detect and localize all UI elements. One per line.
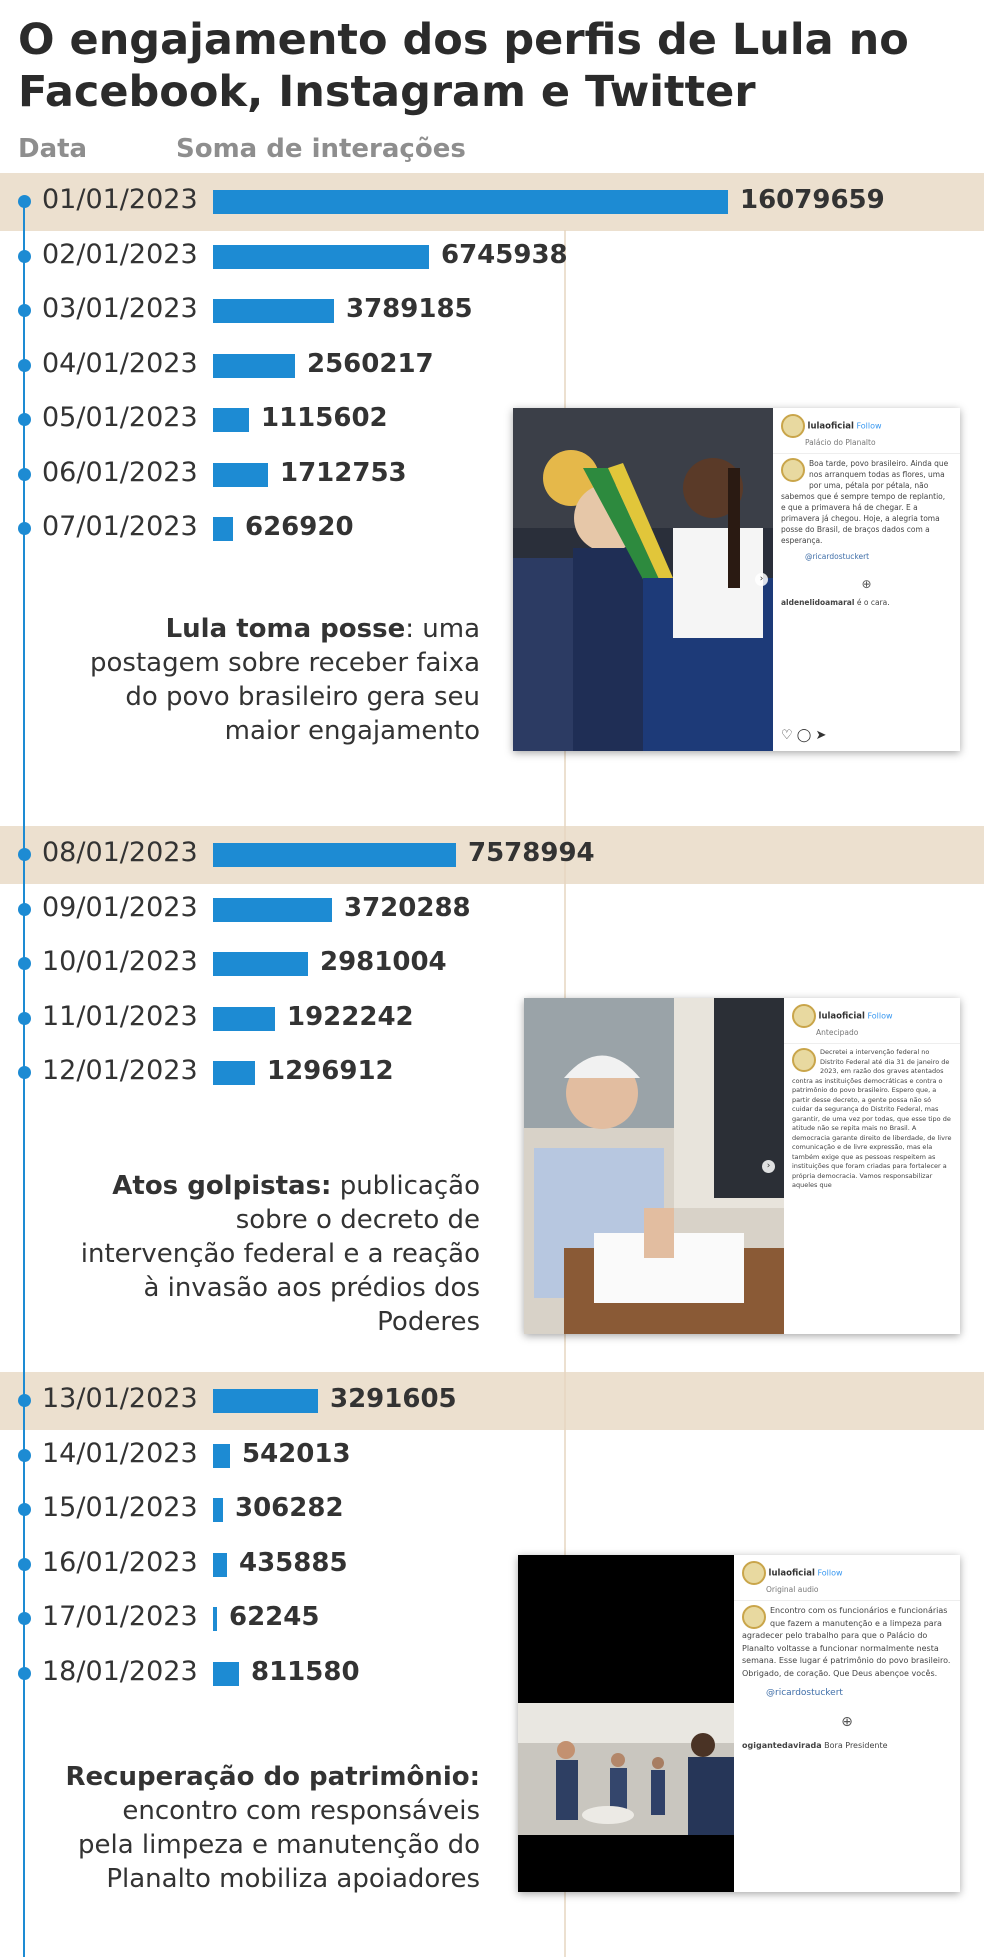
next-image-icon[interactable]: › bbox=[755, 573, 768, 586]
instagram-post-card[interactable] bbox=[513, 408, 960, 751]
follow-button[interactable]: Follow bbox=[856, 421, 882, 431]
timeline-dot bbox=[18, 1012, 31, 1025]
date-label: 16/01/2023 bbox=[42, 1546, 198, 1578]
share-icon[interactable]: ➤ bbox=[815, 728, 827, 743]
timeline-dot bbox=[18, 1503, 31, 1516]
post-caption: Boa tarde, povo brasileiro. Ainda que nos arranquem todas as flores, uma por uma, pétala por pétala, não sabemos que é sempre tempo de replantio, e que a primavera há de chegar. E a primavera já chegou. Hoje, a alegria toma posse do Brasil, de braços dados com a esperança. bbox=[781, 459, 949, 545]
bar bbox=[213, 190, 728, 214]
timeline-dot bbox=[18, 1066, 31, 1079]
instagram-post-card[interactable] bbox=[518, 1555, 960, 1892]
annotation-heritage-recovery bbox=[60, 1760, 480, 1896]
value-label: 3789185 bbox=[346, 294, 473, 324]
avatar bbox=[792, 1048, 816, 1072]
post-panel bbox=[773, 408, 960, 751]
like-icon[interactable]: ♡ bbox=[781, 728, 793, 743]
annotation-text: publicação sobre o decreto de intervenção federal e a reação à invasão aos prédios dos Poderes bbox=[80, 1171, 480, 1337]
commenter-name: aldenelidoamaral bbox=[781, 598, 855, 607]
date-label: 13/01/2023 bbox=[42, 1383, 198, 1414]
timeline-dot bbox=[18, 1449, 31, 1462]
value-label: 811580 bbox=[251, 1656, 360, 1687]
post-username[interactable]: lulaoficial bbox=[768, 1568, 815, 1579]
annotation-bold: Atos golpistas: bbox=[112, 1171, 332, 1201]
value-label: 62245 bbox=[229, 1602, 320, 1632]
date-label: 09/01/2023 bbox=[42, 891, 198, 923]
value-label: 3291605 bbox=[330, 1384, 457, 1414]
date-label: 18/01/2023 bbox=[42, 1655, 198, 1687]
bar bbox=[213, 1553, 227, 1577]
bar bbox=[213, 1607, 217, 1631]
post-location: Antecipado bbox=[816, 1028, 859, 1037]
value-label: 626920 bbox=[245, 512, 354, 542]
post-video bbox=[518, 1555, 734, 1892]
value-label: 16079659 bbox=[740, 185, 885, 215]
annotation-bold: Recuperação do patrimônio: bbox=[65, 1762, 480, 1792]
bar bbox=[213, 1061, 255, 1085]
post-panel bbox=[784, 998, 960, 1334]
post-location: Palácio do Planalto bbox=[805, 438, 876, 447]
value-label: 7578994 bbox=[468, 838, 595, 868]
comment-icon[interactable]: ◯ bbox=[796, 728, 812, 743]
avatar bbox=[781, 458, 805, 482]
bar bbox=[213, 898, 332, 922]
annotation-text: encontro com responsáveis pela limpeza e manutenção do Planalto mobiliza apoiadores bbox=[78, 1796, 480, 1894]
bar bbox=[213, 1498, 223, 1522]
bar-row bbox=[0, 180, 984, 224]
value-label: 435885 bbox=[239, 1547, 348, 1578]
avatar[interactable] bbox=[792, 1004, 816, 1028]
avatar bbox=[742, 1605, 766, 1629]
annotation-text: : uma postagem sobre receber faixa do povo brasileiro gera seu maior engajamento bbox=[90, 614, 480, 746]
value-label: 542013 bbox=[242, 1438, 351, 1469]
date-label: 02/01/2023 bbox=[42, 238, 198, 270]
value-column-header: Soma de interações bbox=[176, 134, 466, 164]
annotation-coup-attempt bbox=[80, 1169, 480, 1339]
date-label: 17/01/2023 bbox=[42, 1601, 198, 1632]
bar bbox=[213, 1662, 239, 1686]
post-username[interactable]: lulaoficial bbox=[818, 1011, 865, 1022]
date-label: 03/01/2023 bbox=[42, 293, 198, 324]
bar bbox=[213, 1007, 275, 1031]
timeline-dot bbox=[18, 1394, 31, 1407]
value-label: 1712753 bbox=[280, 457, 407, 488]
add-icon[interactable]: ⊕ bbox=[841, 1714, 853, 1730]
date-label: 08/01/2023 bbox=[42, 837, 198, 868]
value-label: 1922242 bbox=[287, 1001, 414, 1032]
bar-row bbox=[0, 888, 984, 932]
post-tag[interactable]: @ricardostuckert bbox=[805, 552, 870, 561]
bar-row bbox=[0, 833, 984, 877]
date-label: 06/01/2023 bbox=[42, 456, 198, 488]
bar bbox=[213, 843, 456, 867]
value-label: 1296912 bbox=[267, 1056, 394, 1086]
bar-row bbox=[0, 1379, 984, 1423]
value-label: 306282 bbox=[235, 1493, 344, 1523]
bar bbox=[213, 463, 268, 487]
follow-button[interactable]: Follow bbox=[817, 1568, 843, 1578]
post-caption: Encontro com os funcionários e funcionárias que fazem a manutenção e a limpeza para agradecer pelo trabalho para que o Palácio do Planalto voltasse a funcionar normalmente nesta semana. Esse lugar é patrimônio do povo brasileiro. Obrigado, de coração. Que Deus abençoe vocês. bbox=[742, 1606, 951, 1678]
bar-row bbox=[0, 235, 984, 279]
timeline-dot bbox=[18, 468, 31, 481]
comment-text: Bora Presidente bbox=[824, 1741, 888, 1750]
comment-text: é o cara. bbox=[856, 598, 890, 607]
date-label: 04/01/2023 bbox=[42, 347, 198, 379]
timeline-dot bbox=[18, 957, 31, 970]
bar-row bbox=[0, 344, 984, 388]
value-label: 1115602 bbox=[261, 403, 388, 433]
post-username[interactable]: lulaoficial bbox=[807, 421, 854, 432]
timeline-dot bbox=[18, 195, 31, 208]
timeline-dot bbox=[18, 1558, 31, 1571]
instagram-post-card[interactable] bbox=[524, 998, 960, 1334]
bar bbox=[213, 517, 233, 541]
date-label: 10/01/2023 bbox=[42, 946, 198, 977]
commenter-name: ogigantedavirada bbox=[742, 1741, 822, 1750]
bar-row bbox=[0, 1434, 984, 1478]
date-column-header: Data bbox=[18, 134, 88, 164]
date-label: 15/01/2023 bbox=[42, 1492, 198, 1523]
bar bbox=[213, 952, 308, 976]
next-image-icon[interactable]: › bbox=[762, 1160, 775, 1173]
bar-row bbox=[0, 942, 984, 986]
timeline-dot bbox=[18, 250, 31, 263]
comment bbox=[781, 597, 952, 608]
bar-row bbox=[0, 289, 984, 333]
timeline-dot bbox=[18, 1667, 31, 1680]
bar-row bbox=[0, 1488, 984, 1532]
date-label: 07/01/2023 bbox=[42, 511, 198, 542]
timeline-dot bbox=[18, 1612, 31, 1625]
add-icon[interactable]: ⊕ bbox=[861, 577, 872, 591]
bar bbox=[213, 245, 429, 269]
value-label: 2560217 bbox=[307, 348, 434, 379]
date-label: 11/01/2023 bbox=[42, 1000, 198, 1032]
timeline-dot bbox=[18, 903, 31, 916]
bar bbox=[213, 354, 295, 378]
post-caption: Decretei a intervenção federal no Distrito Federal até dia 31 de janeiro de 2023, em razão dos graves atentados contra as instituições democráticas e contra o patrimônio do povo brasileiro. Espero que, a partir desse decreto, a gente possa não só cuidar da segurança do Distrito Federal, mas garantir, de uma vez por todas, que esse tipo de atitude não se repita mais no Brasil. A democracia garante direito de liberdade, de livre comunicação e de livre expressão, mas ela também exige que as pessoas respeitem as instituições que foram criadas para fortalecer a própria democracia. Vamos responsabilizar aqueles que bbox=[792, 1048, 952, 1189]
value-label: 3720288 bbox=[344, 892, 471, 923]
timeline-dot bbox=[18, 304, 31, 317]
post-photo bbox=[524, 998, 784, 1334]
date-label: 01/01/2023 bbox=[42, 184, 198, 215]
value-label: 6745938 bbox=[441, 239, 568, 270]
date-label: 12/01/2023 bbox=[42, 1055, 198, 1086]
timeline-dot bbox=[18, 522, 31, 535]
post-photo bbox=[513, 408, 773, 751]
follow-button[interactable]: Follow bbox=[867, 1011, 893, 1021]
bar bbox=[213, 1444, 230, 1468]
post-panel bbox=[734, 1555, 960, 1892]
date-label: 14/01/2023 bbox=[42, 1437, 198, 1469]
timeline-dot bbox=[18, 413, 31, 426]
bar bbox=[213, 299, 334, 323]
comment bbox=[742, 1740, 952, 1751]
avatar[interactable] bbox=[781, 414, 805, 438]
post-tag[interactable]: @ricardostuckert bbox=[766, 1688, 843, 1698]
bar bbox=[213, 1389, 318, 1413]
chart-title: O engajamento dos perfis de Lula no Facebook, Instagram e Twitter bbox=[18, 15, 909, 117]
value-label: 2981004 bbox=[320, 947, 447, 977]
annotation-bold: Lula toma posse bbox=[165, 614, 406, 644]
post-location: Original audio bbox=[766, 1585, 819, 1594]
date-label: 05/01/2023 bbox=[42, 402, 198, 433]
timeline-dot bbox=[18, 848, 31, 861]
annotation-inauguration bbox=[80, 612, 480, 748]
bar bbox=[213, 408, 249, 432]
avatar[interactable] bbox=[742, 1561, 766, 1585]
timeline-dot bbox=[18, 359, 31, 372]
